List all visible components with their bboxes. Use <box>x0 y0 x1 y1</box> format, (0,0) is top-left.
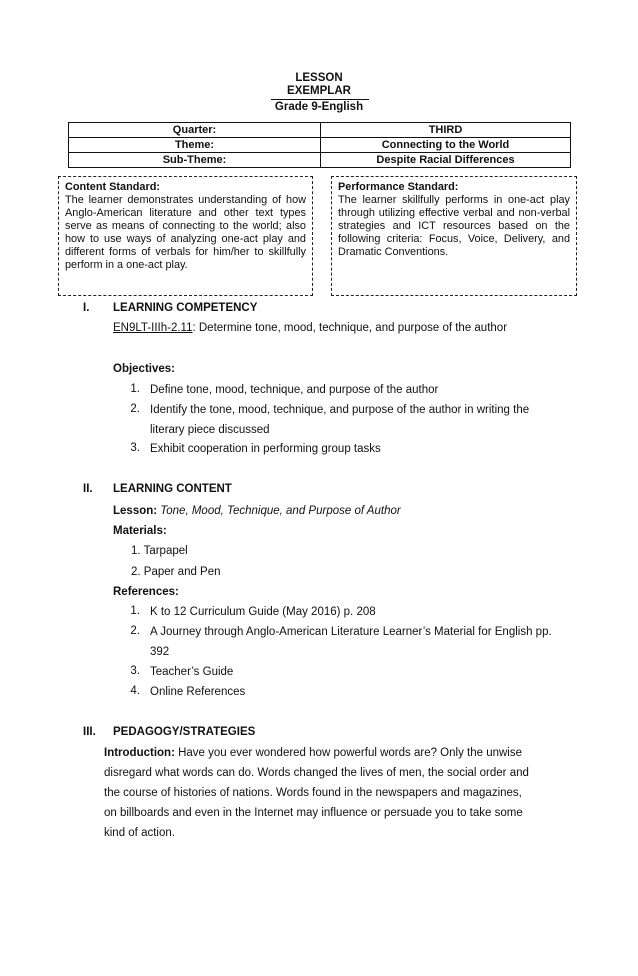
table-row <box>69 123 571 138</box>
lesson-line <box>113 504 401 518</box>
table-row <box>69 153 571 168</box>
subtheme-label: Sub-Theme: <box>69 153 321 168</box>
doc-title-line1: LESSON <box>295 72 343 84</box>
quarter-label: Quarter: <box>69 123 321 138</box>
objectives-label: Objectives: <box>113 363 175 375</box>
table-row <box>69 138 571 153</box>
section-learning-content-heading <box>83 483 232 495</box>
reference-item: Teacher’s Guide <box>150 666 234 678</box>
section-number: II. <box>83 483 93 495</box>
intro-text: kind of action. <box>104 827 175 839</box>
competency-text: : Determine tone, mood, technique, and purpose of the author <box>192 322 508 334</box>
lesson-title: Tone, Mood, Technique, and Purpose of Author <box>160 505 401 517</box>
grade-label: Grade 9-English <box>274 101 364 113</box>
reference-number: 1. <box>130 605 140 617</box>
theme-value: Connecting to the World <box>321 138 571 153</box>
performance-standard-body: The learner skillfully performs in one-act play through utilizing effective verbal and non-verbal strategies and ICT resources based on the following criteria: Focus, Voice, Delivery, and Dramatic Conventions. <box>338 194 570 258</box>
reference-number: 3. <box>130 665 140 677</box>
performance-standard-box <box>331 176 577 296</box>
reference-item: A Journey through Anglo-American Literature Learner’s Material for English pp. <box>150 626 552 638</box>
intro-text: disregard what words can do. Words changed the lives of men, the social order and <box>104 767 529 779</box>
reference-item: Online References <box>150 686 246 698</box>
intro-line <box>104 746 522 760</box>
section-number: III. <box>83 726 96 738</box>
meta-table <box>68 122 571 168</box>
objective-item-continued: literary piece discussed <box>150 424 270 436</box>
materials-label: Materials: <box>113 525 167 537</box>
theme-label: Theme: <box>69 138 321 153</box>
objective-item: Exhibit cooperation in performing group tasks <box>150 443 381 455</box>
section-title: LEARNING CONTENT <box>113 483 232 495</box>
reference-item-continued: 392 <box>150 646 170 658</box>
section-number: I. <box>83 302 90 314</box>
intro-text: Have you ever wondered how powerful words are? Only the unwise <box>174 747 523 759</box>
objective-item: Identify the tone, mood, technique, and purpose of the author in writing the <box>150 404 530 416</box>
reference-number: 4. <box>130 685 140 697</box>
content-standard-title: Content Standard: <box>65 181 160 193</box>
intro-label: Introduction: <box>104 747 175 759</box>
section-pedagogy-heading <box>83 726 255 738</box>
doc-title-line2: EXEMPLAR <box>287 85 351 97</box>
reference-number: 2. <box>130 625 140 637</box>
section-learning-competency-heading <box>83 302 257 314</box>
objective-item: Define tone, mood, technique, and purpose of the author <box>150 384 439 396</box>
section-title: PEDAGOGY/STRATEGIES <box>113 726 256 738</box>
title-underline <box>271 99 369 100</box>
lesson-label: Lesson: <box>113 505 158 517</box>
objective-number: 2. <box>130 403 140 415</box>
performance-standard-title: Performance Standard: <box>338 181 459 193</box>
material-item: 2. Paper and Pen <box>131 566 221 578</box>
references-label: References: <box>113 586 179 598</box>
objective-number: 3. <box>130 442 140 454</box>
content-standard-box <box>58 176 313 296</box>
competency-code: EN9LT-IIIh-2.11 <box>113 322 193 334</box>
content-standard-body: The learner demonstrates understanding of how Anglo-American literature and other text types serve as means of connecting to the world; also how to use ways of analyzing one-act play and different forms of verbals for him/her to skillfully perform in a one-act play. <box>65 194 306 271</box>
material-item: 1. Tarpapel <box>131 545 188 557</box>
intro-text: on billboards and even in the Internet may influence or persuade you to take some <box>104 807 523 819</box>
intro-text: the course of histories of nations. Words found in the newspapers and magazines, <box>104 787 522 799</box>
subtheme-value: Despite Racial Differences <box>321 153 571 168</box>
objective-number: 1. <box>130 383 140 395</box>
quarter-value: THIRD <box>321 123 571 138</box>
section-title: LEARNING COMPETENCY <box>113 302 258 314</box>
competency-line <box>113 321 507 335</box>
reference-item: K to 12 Curriculum Guide (May 2016) p. 208 <box>150 606 376 618</box>
